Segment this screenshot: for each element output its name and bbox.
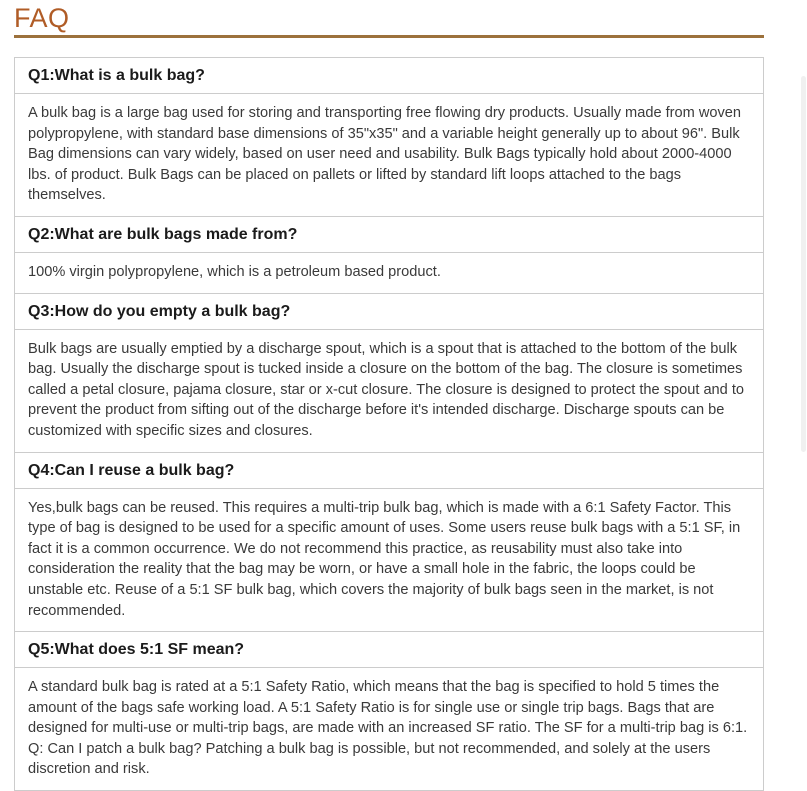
faq-question-2[interactable]: Q2:What are bulk bags made from?: [15, 217, 763, 253]
faq-list: [14, 57, 764, 791]
faq-answer-1: A bulk bag is a large bag used for storing and transporting free flowing dry products. Usually made from woven polypropylene, with standard base dimensions of 35"x35" and a variable height generally up to about 96". Bulk Bag dimensions can vary widely, based on user need and usability. Bulk Bags typically hold about 2000-4000 lbs. of product. Bulk Bags can be placed on pallets or lifted by standard lift loops attached to the bags themselves.: [15, 94, 763, 217]
title-divider: [14, 35, 764, 38]
faq-page: [14, 0, 764, 791]
faq-answer-4: Yes,bulk bags can be reused. This requires a multi-trip bulk bag, which is made with a 6:1 Safety Factor. This type of bag is designed to be used for a specific amount of uses. Some users reuse bulk bags with a 5:1 SF, in fact it is a common occurrence. We do not recommend this practice, as reusability must also take into consideration the reality that the bag may be worn, or have a small hole in the fabric, the loops could be unstable etc. Reuse of a 5:1 SF bulk bag, which covers the majority of bulk bags seen in the market, is not recommended.: [15, 489, 763, 633]
faq-item: [15, 58, 763, 217]
faq-item: [15, 294, 763, 453]
faq-answer-2: 100% virgin polypropylene, which is a petroleum based product.: [15, 253, 763, 294]
faq-item: [15, 632, 763, 790]
vertical-scrollbar-thumb[interactable]: [801, 76, 806, 452]
faq-answer-3: Bulk bags are usually emptied by a discharge spout, which is a spout that is attached to the bottom of the bulk bag. Usually the discharge spout is tucked inside a closure on the bottom of the bag. The closure is sometimes called a petal closure, pajama closure, star or x-cut closure. The closure is designed to protect the spout and to prevent the product from sifting out of the discharge before it's intended discharge. Discharge spouts can be customized with specific sizes and closures.: [15, 330, 763, 453]
faq-question-3[interactable]: Q3:How do you empty a bulk bag?: [15, 294, 763, 330]
faq-item: [15, 453, 763, 633]
faq-question-5[interactable]: Q5:What does 5:1 SF mean?: [15, 632, 763, 668]
faq-answer-5: A standard bulk bag is rated at a 5:1 Safety Ratio, which means that the bag is specified to hold 5 times the amount of the bags safe working load. A 5:1 Safety Ratio is for single use or single trip bags. Bags that are designed for multi-use or multi-trip bags, are made with an increased SF ratio. The SF for a multi-trip bag is 6:1. Q: Can I patch a bulk bag? Patching a bulk bag is possible, but not recommended, and solely at the users discretion and risk.: [15, 668, 763, 790]
faq-item: [15, 217, 763, 294]
page-title: FAQ: [14, 3, 70, 33]
faq-question-4[interactable]: Q4:Can I reuse a bulk bag?: [15, 453, 763, 489]
faq-question-1[interactable]: Q1:What is a bulk bag?: [15, 58, 763, 94]
